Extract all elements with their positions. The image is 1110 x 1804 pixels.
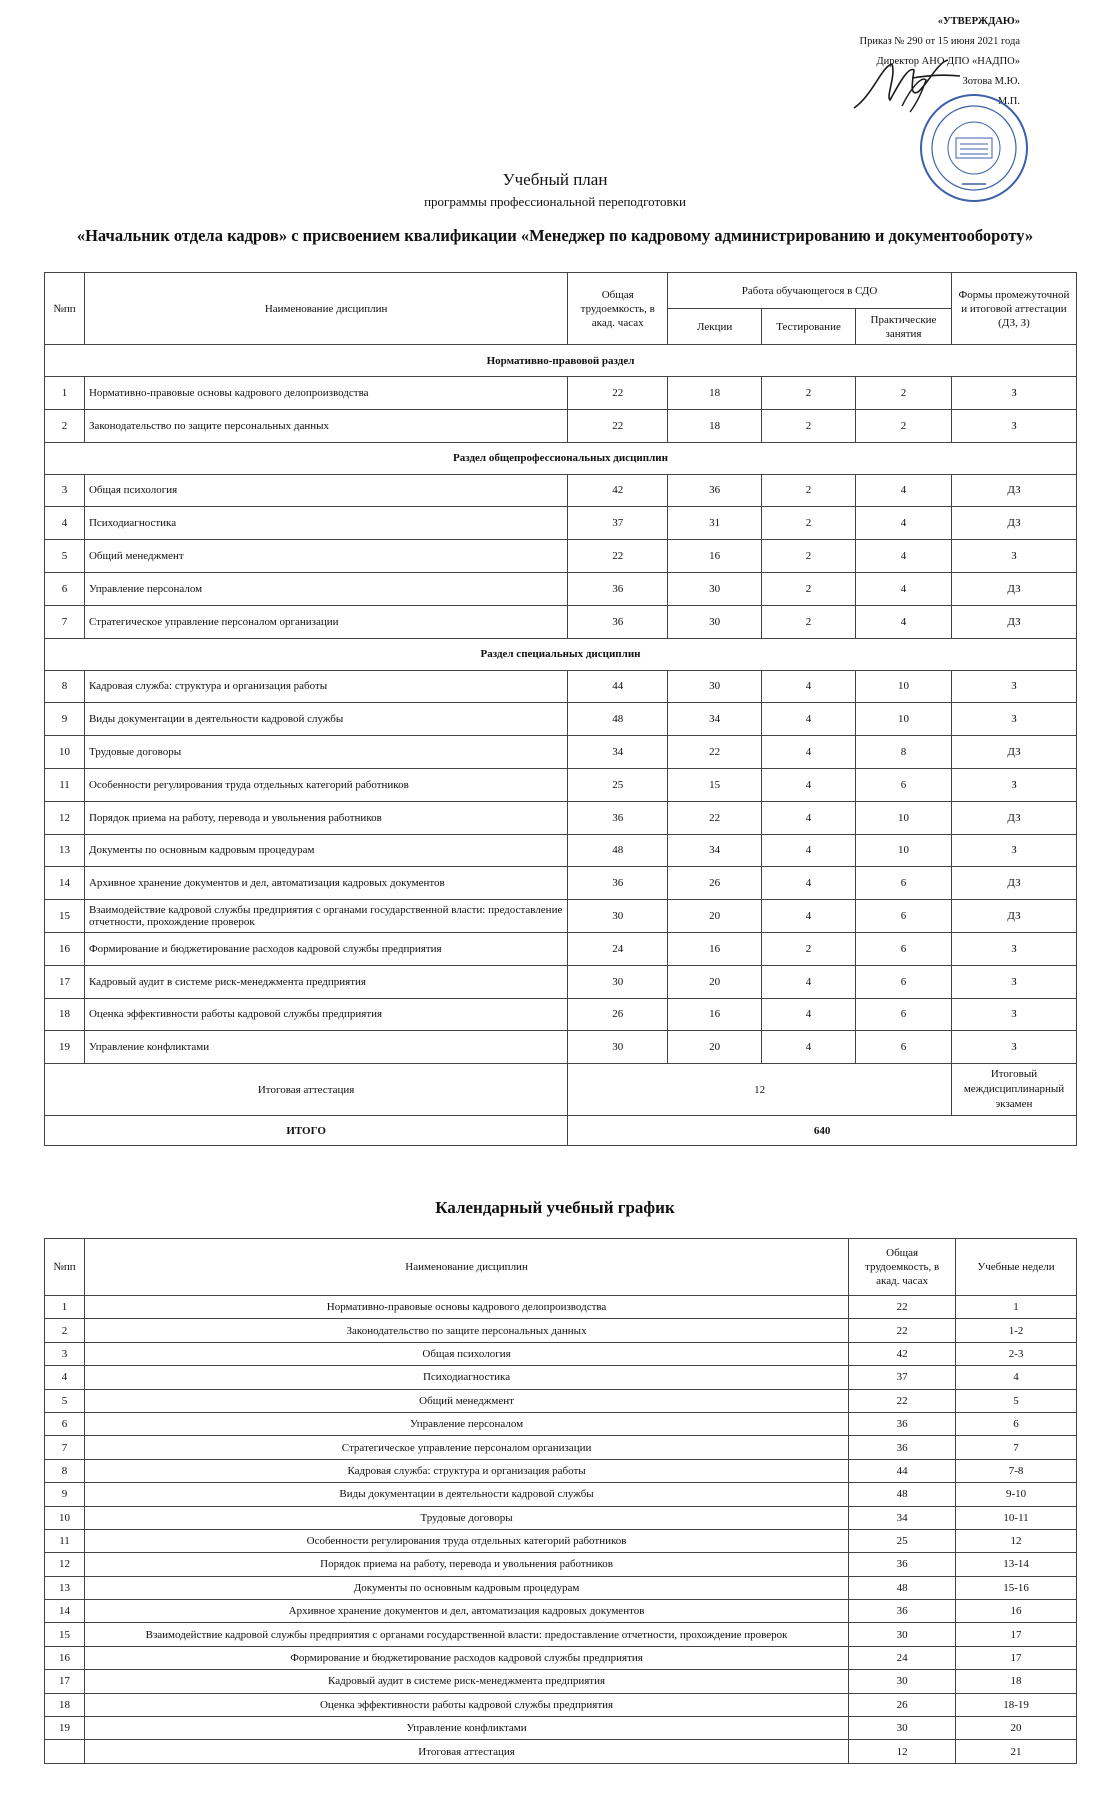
total-hours: 42 (568, 474, 668, 507)
table-row (45, 768, 1077, 801)
row-number: 5 (45, 1389, 85, 1412)
study-weeks: 17 (956, 1623, 1077, 1646)
calendar-row (45, 1366, 1077, 1389)
calendar-row (45, 1693, 1077, 1716)
total-hours: 36 (849, 1600, 956, 1623)
discipline-name: Кадровый аудит в системе риск-менеджмента предприятия (84, 965, 567, 998)
total-hours: 48 (568, 703, 668, 736)
row-number: 6 (45, 572, 85, 605)
row-number: 3 (45, 1342, 85, 1365)
approval-title: «УТВЕРЖДАЮ» (937, 16, 1020, 27)
row-number: 18 (45, 998, 85, 1031)
plan-subtitle: программы профессиональной переподготовки (424, 194, 686, 209)
discipline-name: Управление персоналом (84, 1412, 848, 1435)
row-number: 10 (45, 1506, 85, 1529)
practice-hours: 6 (856, 900, 952, 933)
calendar-row (45, 1740, 1077, 1763)
table-row (45, 801, 1077, 834)
testing-hours: 4 (762, 736, 856, 769)
discipline-name: Управление конфликтами (84, 1717, 848, 1740)
table-row (45, 409, 1077, 442)
discipline-name: Нормативно-правовые основы кадрового делопроизводства (84, 1296, 848, 1319)
row-number: 4 (45, 507, 85, 540)
calendar-row (45, 1389, 1077, 1412)
row-number: 11 (45, 768, 85, 801)
total-hours: 25 (568, 768, 668, 801)
study-weeks: 6 (956, 1412, 1077, 1435)
row-number: 16 (45, 932, 85, 965)
study-weeks: 9-10 (956, 1483, 1077, 1506)
testing-hours: 4 (762, 965, 856, 998)
discipline-name: Архивное хранение документов и дел, автоматизация кадровых документов (84, 1600, 848, 1623)
section-row (45, 345, 1077, 377)
study-weeks: 15-16 (956, 1576, 1077, 1599)
discipline-name: Законодательство по защите персональных данных (84, 1319, 848, 1342)
testing-hours: 2 (762, 605, 856, 638)
practice-hours: 8 (856, 736, 952, 769)
attestation-form: ДЗ (951, 801, 1076, 834)
header-work: Работа обучающегося в СДО (668, 273, 952, 309)
row-number: 8 (45, 670, 85, 703)
lectures-hours: 16 (668, 998, 762, 1031)
calendar-row (45, 1342, 1077, 1365)
discipline-name: Общий менеджмент (84, 1389, 848, 1412)
row-number: 10 (45, 736, 85, 769)
total-hours: 30 (849, 1670, 956, 1693)
lectures-hours: 20 (668, 965, 762, 998)
testing-hours: 4 (762, 670, 856, 703)
final-attestation-hours: 12 (568, 1064, 952, 1116)
table-row (45, 867, 1077, 900)
row-number: 11 (45, 1529, 85, 1552)
discipline-name: Порядок приема на работу, перевода и увольнения работников (84, 1553, 848, 1576)
study-weeks: 20 (956, 1717, 1077, 1740)
attestation-form: З (951, 409, 1076, 442)
calendar-body (45, 1296, 1077, 1764)
final-attestation-form: Итоговый междисциплинарный экзамен (951, 1064, 1076, 1116)
attestation-form: З (951, 834, 1076, 867)
row-number: 17 (45, 965, 85, 998)
attestation-form: З (951, 1031, 1076, 1064)
header-lectures: Лекции (668, 309, 762, 345)
practice-hours: 10 (856, 834, 952, 867)
total-hours: 36 (568, 801, 668, 834)
plan-title: Учебный план (502, 170, 608, 189)
study-weeks: 12 (956, 1529, 1077, 1552)
discipline-name: Управление персоналом (84, 572, 567, 605)
discipline-name: Кадровый аудит в системе риск-менеджмента предприятия (84, 1670, 848, 1693)
total-hours: 26 (568, 998, 668, 1031)
total-hours: 48 (849, 1576, 956, 1599)
row-number: 9 (45, 703, 85, 736)
practice-hours: 10 (856, 703, 952, 736)
total-hours: 36 (849, 1553, 956, 1576)
curriculum-body (45, 345, 1077, 1064)
approval-order: Приказ № 290 от 15 июня 2021 года (859, 36, 1020, 47)
final-attestation-label: Итоговая аттестация (45, 1064, 568, 1116)
study-weeks: 18 (956, 1670, 1077, 1693)
testing-hours: 2 (762, 409, 856, 442)
practice-hours: 6 (856, 998, 952, 1031)
attestation-form: З (951, 540, 1076, 573)
row-number: 5 (45, 540, 85, 573)
lectures-hours: 20 (668, 900, 762, 933)
total-hours: 36 (849, 1436, 956, 1459)
discipline-name: Итоговая аттестация (84, 1740, 848, 1763)
total-hours: 37 (849, 1366, 956, 1389)
practice-hours: 4 (856, 605, 952, 638)
discipline-name: Взаимодействие кадровой службы предприятия с органами государственной власти: предоставление отчетности, прохождение проверок (84, 1623, 848, 1646)
row-number: 1 (45, 377, 85, 410)
discipline-name: Оценка эффективности работы кадровой службы предприятия (84, 998, 567, 1031)
attestation-form: ДЗ (951, 474, 1076, 507)
calendar-row (45, 1576, 1077, 1599)
practice-hours: 4 (856, 572, 952, 605)
practice-hours: 4 (856, 540, 952, 573)
row-number: 12 (45, 1553, 85, 1576)
total-hours: 36 (568, 572, 668, 605)
testing-hours: 4 (762, 998, 856, 1031)
total-hours: 640 (568, 1116, 1077, 1146)
calendar-row (45, 1646, 1077, 1669)
testing-hours: 2 (762, 377, 856, 410)
study-weeks: 18-19 (956, 1693, 1077, 1716)
calendar-row (45, 1296, 1077, 1319)
calendar-row (45, 1319, 1077, 1342)
discipline-name: Трудовые договоры (84, 736, 567, 769)
row-number: 2 (45, 1319, 85, 1342)
discipline-name: Управление конфликтами (84, 1031, 567, 1064)
discipline-name: Документы по основным кадровым процедурам (84, 1576, 848, 1599)
practice-hours: 6 (856, 965, 952, 998)
attestation-form: З (951, 965, 1076, 998)
total-hours: 44 (849, 1459, 956, 1482)
row-number: 15 (45, 1623, 85, 1646)
row-number: 9 (45, 1483, 85, 1506)
section-row (45, 442, 1077, 474)
testing-hours: 4 (762, 801, 856, 834)
total-hours: 22 (568, 377, 668, 410)
row-number: 16 (45, 1646, 85, 1669)
calendar-row (45, 1553, 1077, 1576)
testing-hours: 4 (762, 1031, 856, 1064)
lectures-hours: 30 (668, 572, 762, 605)
discipline-name: Кадровая служба: структура и организация работы (84, 670, 567, 703)
practice-hours: 2 (856, 377, 952, 410)
table-row (45, 998, 1077, 1031)
row-number: 18 (45, 1693, 85, 1716)
study-weeks: 1 (956, 1296, 1077, 1319)
section-row (45, 638, 1077, 670)
attestation-form: ДЗ (951, 605, 1076, 638)
lectures-hours: 18 (668, 409, 762, 442)
calendar-row (45, 1506, 1077, 1529)
approval-position: Директор АНО ДПО «НАДПО» (876, 56, 1020, 67)
table-row (45, 572, 1077, 605)
total-hours: 34 (849, 1506, 956, 1529)
total-hours: 42 (849, 1342, 956, 1365)
row-number: 19 (45, 1717, 85, 1740)
practice-hours: 6 (856, 1031, 952, 1064)
total-hours: 30 (568, 900, 668, 933)
testing-hours: 2 (762, 540, 856, 573)
section-title: Раздел общепрофессиональных дисциплин (45, 442, 1077, 474)
lectures-hours: 22 (668, 801, 762, 834)
discipline-name: Стратегическое управление персоналом организации (84, 605, 567, 638)
calendar-row (45, 1670, 1077, 1693)
discipline-name: Виды документации в деятельности кадровой службы (84, 1483, 848, 1506)
attestation-form: З (951, 670, 1076, 703)
testing-hours: 2 (762, 474, 856, 507)
calendar-row (45, 1483, 1077, 1506)
total-hours: 44 (568, 670, 668, 703)
row-number: 14 (45, 867, 85, 900)
discipline-name: Взаимодействие кадровой службы предприятия с органами государственной власти: предоставление отчетности, прохождение проверок (84, 900, 567, 933)
row-number: 6 (45, 1412, 85, 1435)
lectures-hours: 26 (668, 867, 762, 900)
attestation-form: ДЗ (951, 507, 1076, 540)
study-weeks: 21 (956, 1740, 1077, 1763)
total-label: ИТОГО (45, 1116, 568, 1146)
cal-header-num: №пп (45, 1239, 85, 1296)
discipline-name: Архивное хранение документов и дел, автоматизация кадровых документов (84, 867, 567, 900)
lectures-hours: 30 (668, 670, 762, 703)
discipline-name: Общая психология (84, 474, 567, 507)
total-hours: 22 (849, 1319, 956, 1342)
discipline-name: Психодиагностика (84, 1366, 848, 1389)
calendar-row (45, 1717, 1077, 1740)
practice-hours: 10 (856, 670, 952, 703)
attestation-form: З (951, 998, 1076, 1031)
total-hours: 24 (568, 932, 668, 965)
table-row (45, 1031, 1077, 1064)
study-weeks: 17 (956, 1646, 1077, 1669)
total-hours: 34 (568, 736, 668, 769)
study-weeks: 1-2 (956, 1319, 1077, 1342)
lectures-hours: 18 (668, 377, 762, 410)
table-row (45, 900, 1077, 933)
total-hours: 26 (849, 1693, 956, 1716)
discipline-name: Общая психология (84, 1342, 848, 1365)
approval-mp: М.П. (997, 96, 1020, 107)
practice-hours: 6 (856, 932, 952, 965)
row-number: 3 (45, 474, 85, 507)
practice-hours: 6 (856, 867, 952, 900)
study-weeks: 7 (956, 1436, 1077, 1459)
row-number: 7 (45, 605, 85, 638)
study-weeks: 4 (956, 1366, 1077, 1389)
attestation-form: З (951, 377, 1076, 410)
total-hours: 30 (568, 1031, 668, 1064)
practice-hours: 2 (856, 409, 952, 442)
practice-hours: 4 (856, 507, 952, 540)
calendar-row (45, 1600, 1077, 1623)
study-weeks: 13-14 (956, 1553, 1077, 1576)
calendar-row (45, 1412, 1077, 1435)
table-row (45, 377, 1077, 410)
testing-hours: 4 (762, 834, 856, 867)
lectures-hours: 20 (668, 1031, 762, 1064)
lectures-hours: 31 (668, 507, 762, 540)
discipline-name: Формирование и бюджетирование расходов кадровой службы предприятия (84, 1646, 848, 1669)
lectures-hours: 34 (668, 834, 762, 867)
discipline-name: Стратегическое управление персоналом организации (84, 1436, 848, 1459)
testing-hours: 2 (762, 572, 856, 605)
discipline-name: Трудовые договоры (84, 1506, 848, 1529)
practice-hours: 10 (856, 801, 952, 834)
row-number: 8 (45, 1459, 85, 1482)
discipline-name: Виды документации в деятельности кадровой службы (84, 703, 567, 736)
lectures-hours: 22 (668, 736, 762, 769)
section-title: Раздел специальных дисциплин (45, 638, 1077, 670)
cal-header-total: Общая трудоемкость, в акад. часах (849, 1239, 956, 1296)
total-hours: 30 (849, 1717, 956, 1740)
calendar-title: Календарный учебный график (435, 1198, 675, 1217)
attestation-form: ДЗ (951, 736, 1076, 769)
total-hours: 22 (568, 409, 668, 442)
calendar-table (44, 1238, 1077, 1764)
discipline-name: Формирование и бюджетирование расходов кадровой службы предприятия (84, 932, 567, 965)
discipline-name: Кадровая служба: структура и организация работы (84, 1459, 848, 1482)
attestation-form: ДЗ (951, 867, 1076, 900)
total-hours: 24 (849, 1646, 956, 1669)
practice-hours: 6 (856, 768, 952, 801)
row-number: 14 (45, 1600, 85, 1623)
total-hours: 48 (568, 834, 668, 867)
table-row (45, 605, 1077, 638)
calendar-row (45, 1529, 1077, 1552)
discipline-name: Особенности регулирования труда отдельных категорий работников (84, 1529, 848, 1552)
cal-header-name: Наименование дисциплин (84, 1239, 848, 1296)
row-number: 13 (45, 834, 85, 867)
header-forms: Формы промежуточной и итоговой аттестации (ДЗ, З) (951, 273, 1076, 345)
table-row (45, 965, 1077, 998)
header-testing: Тестирование (762, 309, 856, 345)
row-number: 15 (45, 900, 85, 933)
attestation-form: З (951, 703, 1076, 736)
attestation-form: ДЗ (951, 900, 1076, 933)
header-practice: Практические занятия (856, 309, 952, 345)
row-number: 7 (45, 1436, 85, 1459)
discipline-name: Психодиагностика (84, 507, 567, 540)
testing-hours: 4 (762, 768, 856, 801)
discipline-name: Общий менеджмент (84, 540, 567, 573)
table-row (45, 932, 1077, 965)
total-hours: 30 (849, 1623, 956, 1646)
table-row (45, 703, 1077, 736)
total-hours: 22 (849, 1296, 956, 1319)
table-row (45, 736, 1077, 769)
row-number: 4 (45, 1366, 85, 1389)
table-row (45, 507, 1077, 540)
table-row (45, 834, 1077, 867)
curriculum-table (44, 272, 1077, 1146)
row-number: 12 (45, 801, 85, 834)
lectures-hours: 34 (668, 703, 762, 736)
study-weeks: 2-3 (956, 1342, 1077, 1365)
section-title: Нормативно-правовой раздел (45, 345, 1077, 377)
total-hours: 36 (568, 867, 668, 900)
lectures-hours: 36 (668, 474, 762, 507)
lectures-hours: 30 (668, 605, 762, 638)
attestation-form: З (951, 932, 1076, 965)
discipline-name: Особенности регулирования труда отдельных категорий работников (84, 768, 567, 801)
practice-hours: 4 (856, 474, 952, 507)
testing-hours: 4 (762, 703, 856, 736)
testing-hours: 2 (762, 932, 856, 965)
table-row (45, 540, 1077, 573)
header-total: Общая трудоемкость, в акад. часах (568, 273, 668, 345)
table-row (45, 474, 1077, 507)
row-number: 13 (45, 1576, 85, 1599)
table-row (45, 670, 1077, 703)
approval-name: Зотова М.Ю. (962, 76, 1020, 87)
program-title: «Начальник отдела кадров» с присвоением квалификации «Менеджер по кадровому администрированию и документообороту» (76, 226, 1034, 245)
lectures-hours: 16 (668, 540, 762, 573)
calendar-row (45, 1623, 1077, 1646)
row-number: 17 (45, 1670, 85, 1693)
lectures-hours: 15 (668, 768, 762, 801)
header-num: №пп (45, 273, 85, 345)
discipline-name: Законодательство по защите персональных данных (84, 409, 567, 442)
attestation-form: ДЗ (951, 572, 1076, 605)
total-hours: 30 (568, 965, 668, 998)
cal-header-weeks: Учебные недели (956, 1239, 1077, 1296)
study-weeks: 7-8 (956, 1459, 1077, 1482)
total-hours: 36 (849, 1412, 956, 1435)
attestation-form: З (951, 768, 1076, 801)
total-hours: 48 (849, 1483, 956, 1506)
discipline-name: Документы по основным кадровым процедурам (84, 834, 567, 867)
total-hours: 36 (568, 605, 668, 638)
total-hours: 12 (849, 1740, 956, 1763)
total-hours: 22 (568, 540, 668, 573)
study-weeks: 5 (956, 1389, 1077, 1412)
discipline-name: Порядок приема на работу, перевода и увольнения работников (84, 801, 567, 834)
row-number: 2 (45, 409, 85, 442)
lectures-hours: 16 (668, 932, 762, 965)
discipline-name: Оценка эффективности работы кадровой службы предприятия (84, 1693, 848, 1716)
header-name: Наименование дисциплин (84, 273, 567, 345)
testing-hours: 4 (762, 900, 856, 933)
study-weeks: 10-11 (956, 1506, 1077, 1529)
calendar-row (45, 1459, 1077, 1482)
calendar-row (45, 1436, 1077, 1459)
discipline-name: Нормативно-правовые основы кадрового делопроизводства (84, 377, 567, 410)
total-hours: 22 (849, 1389, 956, 1412)
row-number: 19 (45, 1031, 85, 1064)
testing-hours: 4 (762, 867, 856, 900)
total-hours: 37 (568, 507, 668, 540)
testing-hours: 2 (762, 507, 856, 540)
row-number (45, 1740, 85, 1763)
total-hours: 25 (849, 1529, 956, 1552)
study-weeks: 16 (956, 1600, 1077, 1623)
row-number: 1 (45, 1296, 85, 1319)
